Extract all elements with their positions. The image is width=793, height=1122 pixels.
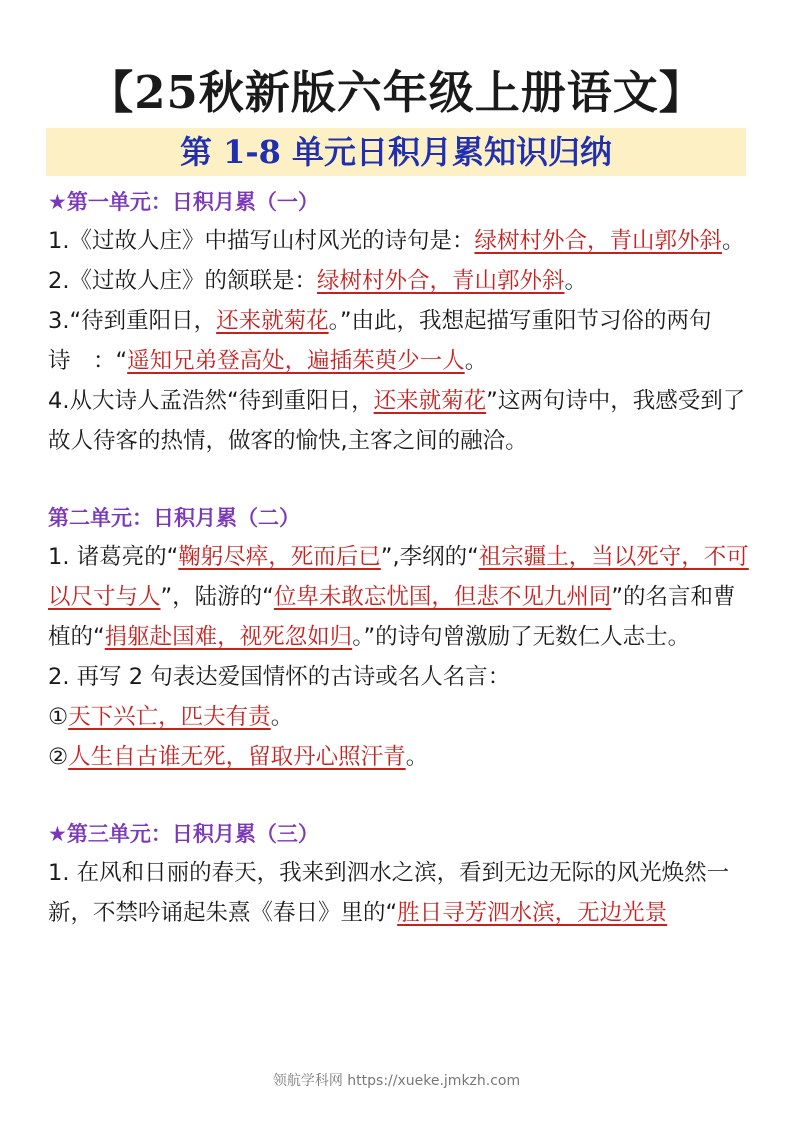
item-marker: ① <box>48 704 69 730</box>
unit-heading-3: ★第三单元：日积月累（三） <box>48 822 319 846</box>
question-text: 1.《过故人庄》中描写山村风光的诗句是： <box>48 228 475 254</box>
subtitle-banner: 第 1-8 单元日积月累知识归纳 <box>46 128 746 176</box>
answer: 还来就菊花 <box>216 308 329 334</box>
answer: 位卑未敢忘忧国，但悲不见九州同 <box>273 584 612 610</box>
unit-heading-2: 第二单元：日积月累（二） <box>48 506 300 530</box>
answer: 绿树村外合，青山郭外斜 <box>474 228 722 254</box>
question-text: 4.从大诗人孟浩然“待到重阳日， <box>48 388 374 414</box>
question-text: 。 <box>564 268 587 294</box>
question-text: 。 <box>464 348 488 374</box>
question-1-3 <box>48 301 753 381</box>
question-1-1 <box>48 221 753 261</box>
answer: 还来就菊花 <box>373 388 487 414</box>
question-2-1 <box>48 537 753 657</box>
question-text: ”的名言和曹植的“ <box>48 584 736 650</box>
question-text: ”这两句诗中，我感受到了故人待客的热情，做客的愉快,主客之间的融洽。 <box>48 388 746 454</box>
answer: 捐躯赴国难，视死忽如归 <box>104 624 353 650</box>
question-text: ”，陆游的“ <box>160 584 274 610</box>
question-text: ”,李纲的“ <box>380 544 479 570</box>
answer: 祖宗疆土，当以死守，不可以尺寸与人 <box>48 544 749 610</box>
question-2-2: 2. 再写 2 句表达爱国情怀的古诗或名人名言： <box>48 664 511 690</box>
question-1-4 <box>48 381 753 461</box>
question-text: 。”的诗句曾激励了无数仁人志士。 <box>352 624 691 650</box>
spacer <box>48 461 753 499</box>
question-text: 。 <box>405 744 429 770</box>
item-marker: ② <box>48 744 69 770</box>
answer-2-2-1 <box>48 697 753 737</box>
question-text: 1. 诸葛亮的“ <box>48 544 179 570</box>
question-text: 。 <box>721 228 745 254</box>
unit-heading-1: ★第一单元：日积月累（一） <box>48 190 319 214</box>
answer-2-2-2 <box>48 737 753 777</box>
question-text: 。”由此，我想起描写重阳节习俗的两句诗 ：“ <box>48 308 712 374</box>
answer: 天下兴亡，匹夫有责 <box>68 704 271 730</box>
footer-watermark: 领航学科网 https://xueke.jmkzh.com <box>272 1073 521 1089</box>
question-1-2 <box>48 261 753 301</box>
spacer <box>48 777 753 815</box>
answer: 遥知兄弟登高处，遍插茱萸少一人 <box>127 348 465 374</box>
question-text: 3.“待到重阳日， <box>48 308 217 334</box>
answer: 绿树村外合，青山郭外斜 <box>316 268 565 294</box>
question-text: 。 <box>270 704 294 730</box>
content-body <box>48 183 753 933</box>
question-text: 1. 在风和日丽的春天，我来到泗水之滨，看到无边无际的风光焕然一新，不禁吟诵起朱熹《春日》里的“ <box>48 860 730 926</box>
answer: 人生自古谁无死，留取丹心照汗青 <box>68 744 406 770</box>
answer: 胜日寻芳泗水滨，无边光景 <box>397 900 668 926</box>
question-3-1 <box>48 853 753 933</box>
question-text: 2.《过故人庄》的颔联是： <box>48 268 317 294</box>
page-title: 【25秋新版六年级上册语文】 <box>88 66 705 119</box>
answer: 鞠躬尽瘁，死而后已 <box>178 544 381 570</box>
